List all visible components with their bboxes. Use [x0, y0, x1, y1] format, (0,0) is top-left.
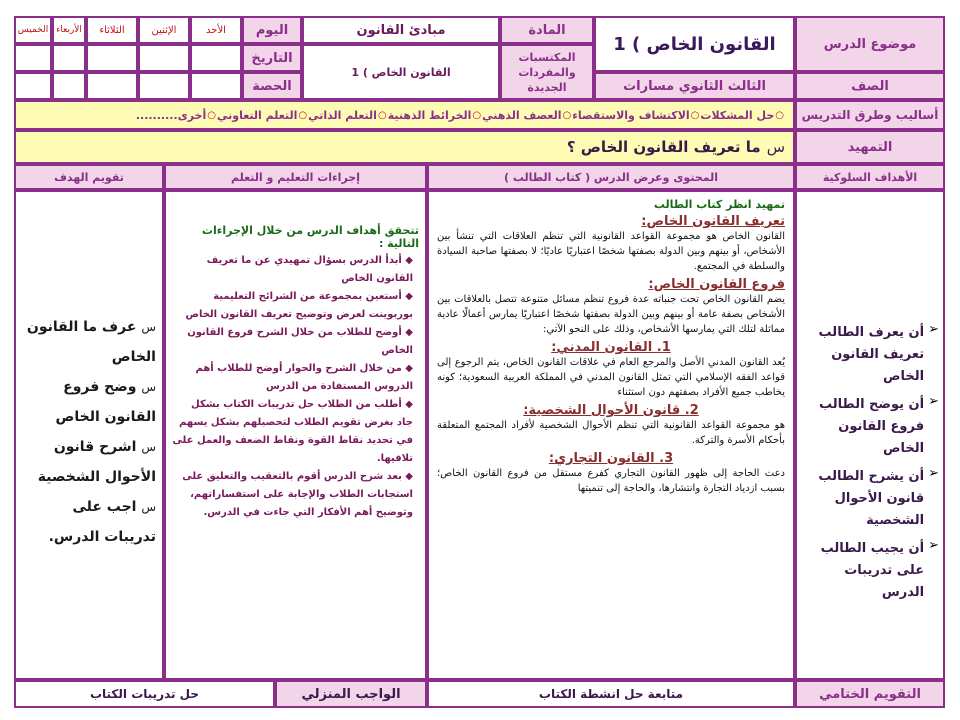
- question-bullet-icon: س: [141, 320, 156, 334]
- date-cell: [138, 44, 190, 72]
- date-cell: [14, 44, 52, 72]
- diamond-bullet-icon: ◆: [401, 255, 413, 266]
- date-cell: [190, 44, 242, 72]
- evaluation-item: س وضح فروع القانون الخاص: [55, 379, 156, 425]
- circle-icon: ○: [207, 109, 216, 121]
- content-column: [427, 190, 795, 680]
- procedure-item: ◆ أبدأ الدرس بسؤال تمهيدي عن ما تعريف القانون الخاص: [206, 255, 413, 284]
- date-cell: [86, 44, 138, 72]
- arrow-bullet-icon: ➢: [928, 394, 939, 409]
- content-heading: 2. قانون الأحوال الشخصية:: [523, 403, 699, 418]
- subject-value: القانون الخاص ) 1: [594, 16, 795, 72]
- evaluation-column: [14, 190, 164, 680]
- procedure-item: ◆ بعد شرح الدرس أقوم بالتعقيب والتعليق على استجابات الطلاب والإجابة على استفساراتهم، وتوضيح أهم الأفكار التي جاءت في الدرس.: [182, 471, 413, 518]
- objective-item: ➢ أن يجيب الطالب على تدريبات الدرس: [801, 538, 939, 604]
- intro-question-box: [14, 130, 795, 164]
- col-evaluation: تقويم الهدف: [14, 164, 164, 190]
- method-item: التعلم التعاوني: [217, 108, 298, 122]
- method-item: حل المشكلات: [700, 108, 775, 122]
- day-thu: الخميس: [14, 16, 52, 44]
- course-value: مبادئ القانون: [302, 16, 500, 44]
- period-label: الحصة: [242, 72, 302, 100]
- content-paragraph: هو مجموعة القواعد القانونية التي تنظم الأحوال الشخصية لأفراد المجتمع المتعلقة بأحكام الأسرة والتركة.: [437, 420, 785, 446]
- method-item: الخرائط الذهنية: [387, 108, 472, 122]
- question-bullet-icon: س: [141, 500, 156, 514]
- day-wed: الأربعاء: [52, 16, 86, 44]
- date-label: التاريخ: [242, 44, 302, 72]
- gains-label: المكتسبات والمفردات الجديدة: [500, 44, 594, 100]
- col-procedures: إجراءات التعليم و التعلم: [164, 164, 427, 190]
- diamond-bullet-icon: ◆: [401, 327, 413, 338]
- content-paragraph: يضم القانون الخاص تحت جنباته عدة فروع تنظم مسائل متنوعة تتصل بالعلاقات بين الأشخاص بصفة عامة أو بينهم وبين الدولة بصفتها شخصًا اعتباريًا يمارس أعمالًا عادية مماثلة لتلك التي يمارسها الأشخاص، وذلك على النحو الآتي:: [437, 294, 785, 335]
- content-heading: 1. القانون المدني:: [551, 340, 671, 355]
- evaluation-item: س اشرح قانون الأحوال الشخصية: [37, 439, 156, 485]
- period-cell: [190, 72, 242, 100]
- procedure-item: ◆ أستعين بمجموعة من الشرائح التعليمية بوربوينت لعرض وتوضيح تعريف القانون الخاص: [185, 291, 413, 320]
- circle-icon: ○: [298, 109, 308, 121]
- content-heading: 3. القانون التجاري:: [548, 451, 674, 466]
- method-item: الاكتشاف والاستقصاء: [572, 108, 690, 122]
- procedures-column: [164, 190, 427, 680]
- circle-icon: ○: [562, 109, 572, 121]
- procedure-item: ◆ أوضح للطلاب من خلال الشرح فروع القانون الخاص: [187, 327, 413, 356]
- methods-label: أساليب وطرق التدريس: [795, 100, 945, 130]
- content-heading: فروع القانون الخاص:: [648, 277, 785, 292]
- col-objectives: الأهداف السلوكية: [795, 164, 945, 190]
- date-cell: [52, 44, 86, 72]
- objective-item: ➢ أن يعرف الطالب تعريف القانون الخاص: [801, 322, 939, 388]
- circle-icon: ○: [472, 109, 482, 121]
- question-bullet-icon: س: [766, 138, 785, 156]
- period-cell: [138, 72, 190, 100]
- arrow-bullet-icon: ➢: [928, 466, 939, 481]
- objectives-column: [795, 190, 945, 680]
- subject-label: موضوع الدرس: [795, 16, 945, 72]
- evaluation-item: س عرف ما القانون الخاص: [26, 319, 156, 365]
- circle-icon: ○: [690, 109, 700, 121]
- objective-item: ➢ أن يشرح الطالب قانون الأحوال الشخصية: [801, 466, 939, 532]
- course-label: المادة: [500, 16, 594, 44]
- content-paragraph: القانون الخاص هو مجموعة القواعد القانونية التي تنظم العلاقات التي تنشأ بين الأشخاص، أو بينهم وبين الدولة بصفتها شخصًا اعتباريًا عاديًا؛ لا بصفتها صاحبة السيادة والسلطة في المجتمع.: [437, 231, 785, 272]
- class-label: الصف: [795, 72, 945, 100]
- intro-question: ما تعريف القانون الخاص ؟: [566, 138, 761, 156]
- diamond-bullet-icon: ◆: [401, 291, 413, 302]
- content-paragraph: دعت الحاجة إلى ظهور القانون التجاري كفرع مستقل من فروع القانون الخاص؛ بسبب ازدياد التجارة وانتشارها، والحاجة إلى تنميتها: [437, 468, 785, 494]
- question-bullet-icon: س: [141, 440, 156, 454]
- final-eval-value: متابعة حل انشطة الكتاب: [427, 680, 795, 708]
- final-eval-label: التقويم الختامي: [795, 680, 945, 708]
- day-mon: الإثنين: [138, 16, 190, 44]
- diamond-bullet-icon: ◆: [401, 399, 413, 410]
- procedure-item: ◆ أطلب من الطلاب حل تدريبات الكتاب بشكل جاد بغرض تقويم الطلاب لتحصيلهم بشكل يسهم في تحديد نقاط القوة ونقاط الضعف والعمل على تلافيها.: [172, 399, 413, 464]
- arrow-bullet-icon: ➢: [928, 322, 939, 337]
- method-item: العصف الذهني: [482, 108, 562, 122]
- col-content: المحتوى وعرض الدرس ( كتاب الطالب ): [427, 164, 795, 190]
- period-cell: [86, 72, 138, 100]
- day-sun: الأحد: [190, 16, 242, 44]
- method-item: أخرى..........: [135, 108, 207, 122]
- period-cell: [52, 72, 86, 100]
- day-label: اليوم: [242, 16, 302, 44]
- day-tue: الثلاثاء: [86, 16, 138, 44]
- class-value: الثالث الثانوي مسارات: [594, 72, 795, 100]
- question-bullet-icon: س: [141, 380, 156, 394]
- intro-label: التمهيد: [795, 130, 945, 164]
- diamond-bullet-icon: ◆: [401, 363, 413, 374]
- evaluation-item: س اجب على تدريبات الدرس.: [48, 499, 156, 545]
- circle-icon: ○: [775, 109, 784, 121]
- content-heading: تعريف القانون الخاص:: [641, 214, 785, 229]
- gains-value: القانون الخاص ) 1: [302, 44, 500, 100]
- circle-icon: ○: [377, 109, 387, 121]
- objective-item: ➢ أن يوضح الطالب فروع القانون الخاص: [801, 394, 939, 460]
- arrow-bullet-icon: ➢: [928, 538, 939, 553]
- method-item: التعلم الذاتي: [308, 108, 377, 122]
- procedure-item: ◆ من خلال الشرح والحوار أوضح للطلاب أهم الدروس المستفادة من الدرس: [195, 363, 413, 392]
- content-paragraph: يُعد القانون المدني الأصل والمرجع العام في علاقات القانون الخاص، يتم الرجوع إلى قواعد الفقه الإسلامي التي تمثل القانون المدني في المملكة العربية السعودية؛ كونه يخاطب جميع الأفراد بصفتهم دون استثناء: [437, 357, 785, 398]
- methods-list: [14, 100, 795, 130]
- procedures-title: تتحقق أهداف الدرس من خلال الإجراءات التالية :: [201, 224, 419, 250]
- homework-label: الواجب المنزلي: [275, 680, 427, 708]
- content-intro: تمهيد انظر كتاب الطالب: [653, 198, 785, 211]
- homework-value: حل تدريبات الكتاب: [14, 680, 275, 708]
- period-cell: [14, 72, 52, 100]
- diamond-bullet-icon: ◆: [401, 471, 413, 482]
